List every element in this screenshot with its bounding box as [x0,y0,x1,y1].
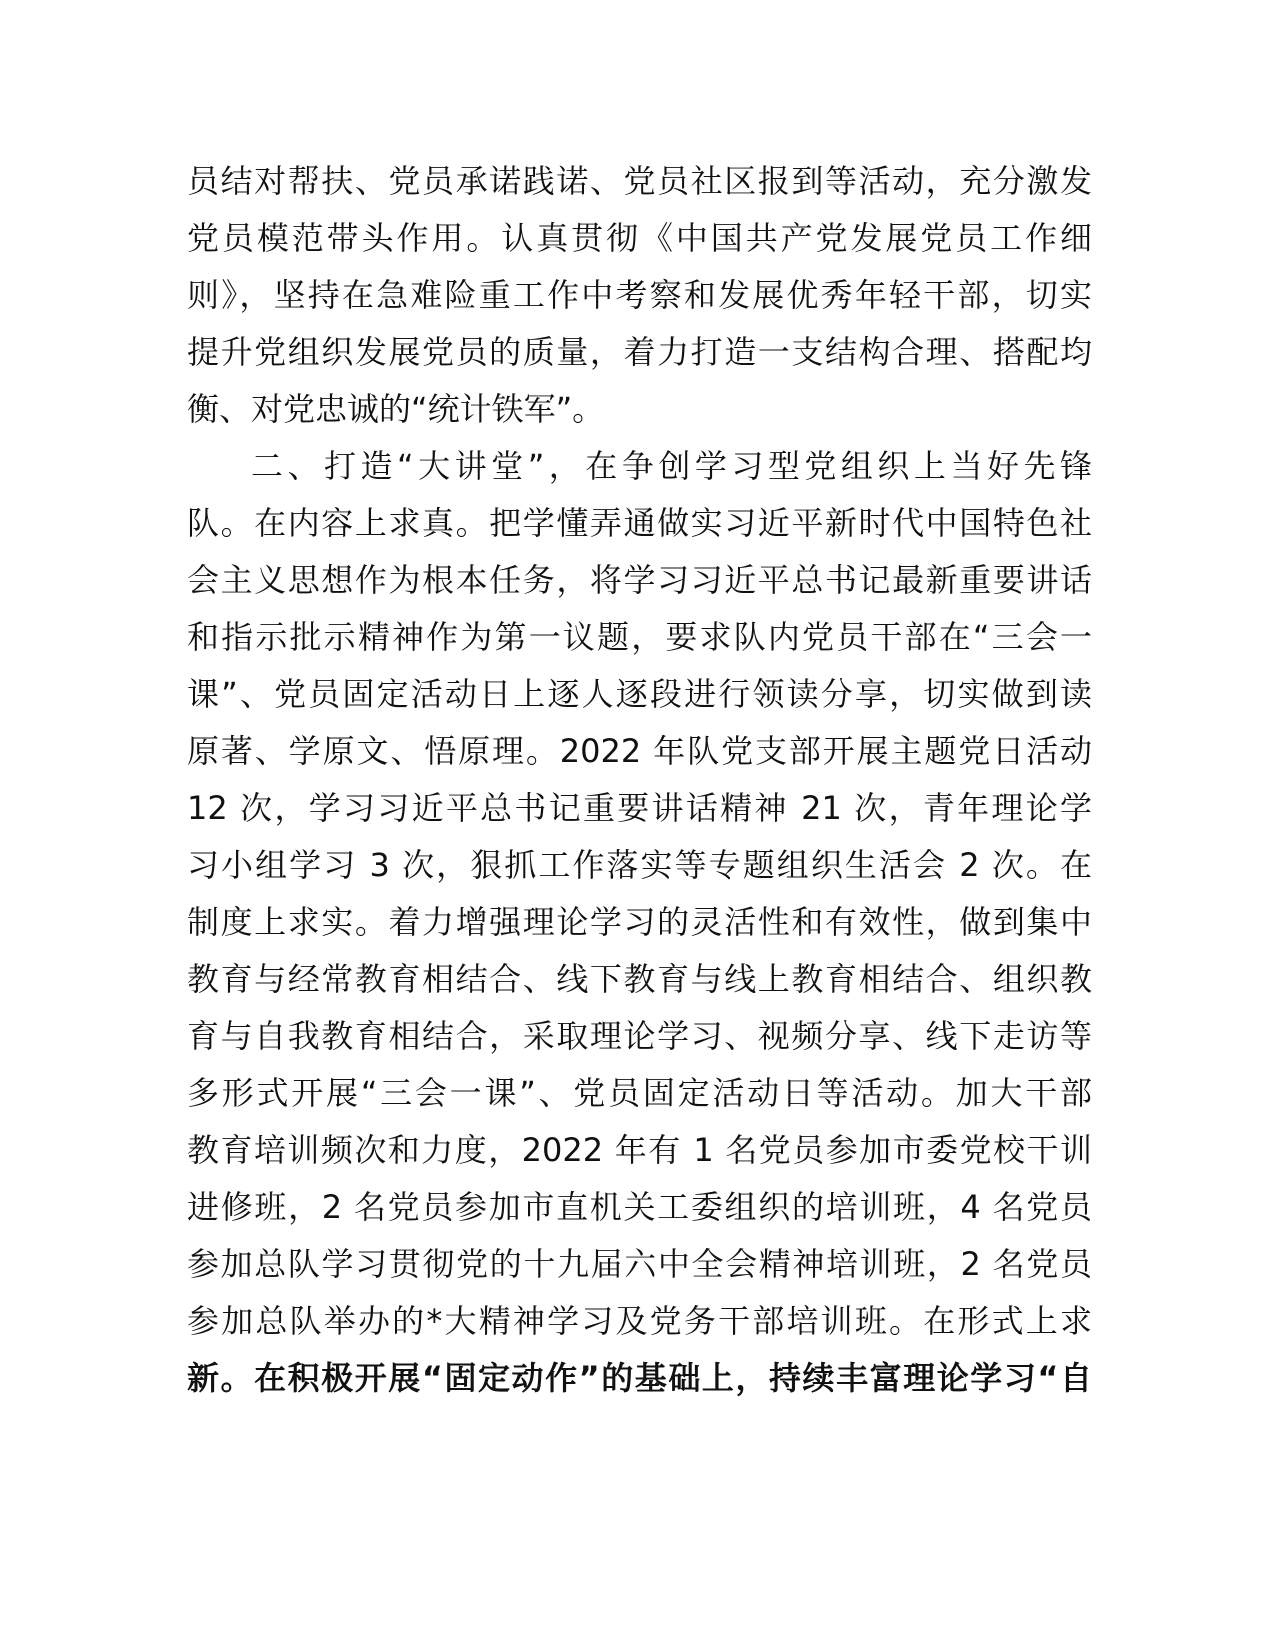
document-body [187,153,1092,1407]
text-line: 教育培训频次和力度，2022 年有 1 名党员参加市委党校干训 [187,1131,1092,1169]
text-line: 教育与经常教育相结合、线下教育与线上教育相结合、组织教 [187,960,1092,998]
text-line: 制度上求实。着力增强理论学习的灵活性和有效性，做到集中 [187,903,1092,941]
text-line: 会主义思想作为根本任务，将学习习近平总书记最新重要讲话 [187,561,1092,599]
text-line: 员结对帮扶、党员承诺践诺、党员社区报到等活动，充分激发 [187,162,1092,200]
text-line: 育与自我教育相结合，采取理论学习、视频分享、线下走访等 [187,1017,1092,1055]
text-line: 则》，坚持在急难险重工作中考察和发展优秀年轻干部，切实 [187,276,1092,314]
text-line: 党员模范带头作用。认真贯彻《中国共产党发展党员工作细 [187,219,1092,257]
text-line: 和指示批示精神作为第一议题，要求队内党员干部在“三会一 [187,618,1092,656]
text-line: 12 次，学习习近平总书记重要讲话精神 21 次，青年理论学 [187,789,1092,827]
text-line: 参加总队学习贯彻党的十九届六中全会精神培训班，2 名党员 [187,1245,1092,1283]
text-line: 多形式开展“三会一课”、党员固定活动日等活动。加大干部 [187,1074,1092,1112]
text-line: 新。在积极开展“固定动作”的基础上，持续丰富理论学习“自 [187,1359,1092,1397]
text-line: 进修班，2 名党员参加市直机关工委组织的培训班，4 名党员 [187,1188,1092,1226]
text-line: 课”、党员固定活动日上逐人逐段进行领读分享，切实做到读 [187,675,1092,713]
text-line: 原著、学原文、悟原理。2022 年队党支部开展主题党日活动 [187,732,1092,770]
text-line: 习小组学习 3 次，狠抓工作落实等专题组织生活会 2 次。在 [187,846,1092,884]
text-line: 参加总队举办的*大精神学习及党务干部培训班。在形式上求 [187,1302,1092,1340]
text-line: 衡、对党忠诚的“统计铁军”。 [187,390,605,428]
text-line: 提升党组织发展党员的质量，着力打造一支结构合理、搭配均 [187,333,1092,371]
section-heading-line: 二、打造“大讲堂”，在争创学习型党组织上当好先锋 [251,447,1092,485]
text-line: 队。在内容上求真。把学懂弄通做实习近平新时代中国特色社 [187,504,1092,542]
